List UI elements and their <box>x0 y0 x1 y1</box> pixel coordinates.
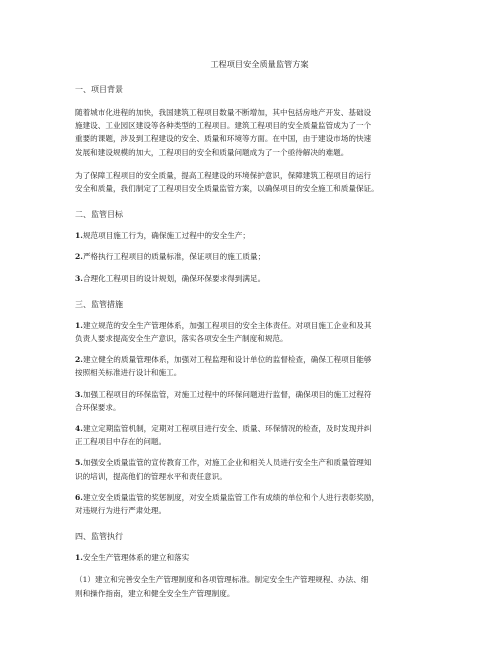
execution-subheading-text: 安全生产管理体系的建立和落实 <box>82 553 190 563</box>
measure-item <box>75 422 444 448</box>
measure-item-number: 5. <box>75 458 83 468</box>
measure-item-text: 建立健全的质量管理体系，加强对工程监理和设计单位的监督检查，确保工程项目能够 按照相关标准进行设计和施工。 <box>75 355 372 378</box>
measure-item-number: 2. <box>75 355 83 365</box>
measure-item <box>75 319 444 345</box>
measure-item <box>75 491 444 517</box>
measure-item-number: 1. <box>75 320 83 330</box>
section-heading-measures: 三、监管措施 <box>75 299 123 309</box>
execution-subheading <box>75 551 444 564</box>
section-heading-execution: 四、监管执行 <box>75 532 123 542</box>
goal-item-text: 规范项目施工行为，确保施工过程中的安全生产； <box>82 231 250 241</box>
goal-item <box>75 272 444 285</box>
document-title: 工程项目安全质量监管方案 <box>210 59 309 69</box>
goal-item <box>75 229 444 242</box>
goal-item-text: 合理化工程项目的设计规划，确保环保要求得到满足。 <box>82 273 266 283</box>
goal-item-number: 2. <box>75 252 83 262</box>
section-heading-background: 一、项目背景 <box>75 85 123 94</box>
goal-item-number: 1. <box>75 231 83 241</box>
paragraph-background-2: 为了保障工程项目的安全质量，提高工程建设的环境保护意识，保障建筑工程项目的运行 安全和质量，我们制定了工程项目安全质量监管方案，以确保项目的安全施工和质量保证。 <box>75 170 379 194</box>
measure-item-number: 4. <box>75 424 83 434</box>
paragraph-execution-1: （1）建立和完善安全生产管理制度和各项管理标准。制定安全生产管理规程、办法、细 则和操作指南，建立和健全安全生产管理制度。 <box>75 575 369 598</box>
measure-item-text: 建立定期监管机制，定期对工程项目进行安全、质量、环保情况的检查，及时发现并纠 正工程项目中存在的问题。 <box>75 424 372 447</box>
measure-item-text: 建立规范的安全生产管理体系，加强工程项目的安全主体责任。对项目施工企业和及其 负责人要求提高安全生产意识，落实各项安全生产制度和规范。 <box>75 320 372 344</box>
measure-item-number: 6. <box>75 492 83 502</box>
goal-item-number: 3. <box>75 273 83 283</box>
measure-item <box>75 353 444 379</box>
paragraph-background-1: 随着城市化进程的加快，我国建筑工程项目数量不断增加，其中包括房地产开发、基础设 施建设、工业园区建设等各种类型的工程项目。建筑工程项目的安全质量监管成为了一个 重要的课题，涉及到工程建设的安全、质量和环境等方面。在中国，由于建设市场的快速 发展和建设规模的加大，工程项目的安全和质量问题成为了一个亟待解决的难题。 <box>75 108 372 157</box>
goal-item <box>75 250 444 263</box>
section-heading-goals: 二、监管目标 <box>75 210 123 220</box>
measure-item <box>75 456 444 482</box>
goal-item-text: 严格执行工程项目的质量标准，保证项目的施工质量； <box>82 252 266 262</box>
measure-item <box>75 388 444 414</box>
measure-item-text: 加强工程项目的环保监管，对施工过程中的环保问题进行监督，确保项目的施工过程符 合环保要求。 <box>75 389 372 412</box>
measure-item-text: 加强安全质量监管的宣传教育工作，对施工企业和相关人员进行安全生产和质量管理知 识的培训，提高他们的管理水平和责任意识。 <box>75 458 372 481</box>
measure-item-text: 建立安全质量监管的奖惩制度，对安全质量监管工作有成绩的单位和个人进行表彰奖励， 对违规行为进行严肃处理。 <box>75 492 380 516</box>
measure-item-number: 3. <box>75 389 83 399</box>
execution-subheading-number: 1. <box>75 553 83 563</box>
